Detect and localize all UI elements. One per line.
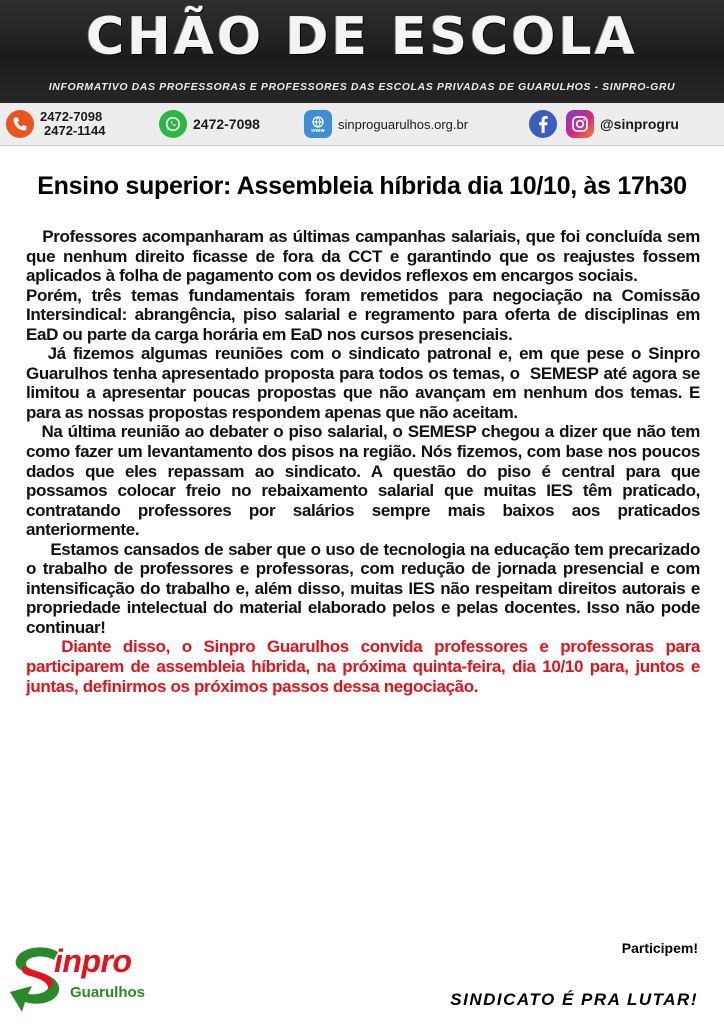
website-url: sinproguarulhos.org.br — [338, 116, 469, 132]
contact-whatsapp[interactable] — [159, 103, 260, 145]
paragraph-3: Já fizemos algumas reuniões com o sindicato patronal e, em que pese o Sinpro Guarulhos tenha apresentado proposta para todos os temas, o SEMESP até agora se limitou a apresentar poucas propostas que não avançam em nenhum dos temas. E para as nossas propostas respondem apenas que não aceitam. — [26, 344, 705, 422]
masthead-title: CHÃO DE ESCOLA — [86, 7, 638, 67]
whatsapp-icon — [159, 110, 187, 138]
phone-number-1: 2472-7098 — [40, 109, 103, 124]
masthead — [0, 0, 724, 103]
web-icon — [304, 110, 332, 138]
paragraph-5: Estamos cansados de saber que o uso de tecnologia na educação tem precarizado o trabalho de professores e professoras, com redução de jornada presencial e com intensificação do trabalho e, além disso, muitas IES não respeitam direitos autorais e propriedade intelectual do material elaborado pelos e pelas docentes. Isso não pode continuar! — [26, 539, 705, 637]
masthead-subtitle: INFORMATIVO DAS PROFESSORAS E PROFESSORES DAS ESCOLAS PRIVADAS DE GUARULHOS - SINPRO-GRU — [48, 81, 676, 93]
facebook-icon — [529, 110, 557, 138]
svg-text:www: www — [311, 128, 325, 133]
article-headline: Ensino superior: Assembleia híbrida dia 10/10, às 17h30 — [37, 172, 687, 200]
logo-city: Guarulhos — [70, 984, 146, 1001]
contact-phone[interactable] — [6, 103, 105, 145]
phone-number-2: 2472-1144 — [44, 123, 106, 138]
article-body — [26, 227, 705, 696]
contact-strip — [0, 103, 724, 146]
phone-icon — [6, 110, 34, 138]
paragraph-4: Na última reunião ao debater o piso salarial, o SEMESP chegou a dizer que não tem como fazer um levantamento dos pisos na região. Nós fizemos, com base nos poucos dados que eles repassam ao sindicato. A questão do piso é central para que possamos colocar freio no rebaixamento salarial que muitas IES têm praticado, contratando professores por salários sempre mais baixos aos praticados anteriormente. — [26, 422, 705, 540]
slogan: SINDICATO É PRA LUTAR! — [450, 990, 698, 1009]
sinpro-logo — [8, 942, 168, 1018]
social-handle: @sinprogru — [600, 115, 679, 132]
whatsapp-number: 2472-7098 — [193, 115, 260, 132]
contact-website[interactable] — [304, 103, 468, 145]
call-to-action: Diante disso, o Sinpro Guarulhos convida professores e professoras para participarem de assembleia híbrida, na próxima quinta-feira, dia 10/10 para, juntos e juntas, definirmos os próximos passos dessa negociação. — [26, 637, 705, 696]
closing-text: Participem! — [621, 940, 698, 956]
paragraph-2: Porém, três temas fundamentais foram remetidos para negociação na Comissão Intersindical: abrangência, piso salarial e regramento para oferta de disciplinas em EaD ou parte da carga horária em EaD nos cursos presenciais. — [26, 285, 700, 344]
instagram-icon — [566, 110, 594, 138]
contact-instagram[interactable] — [566, 103, 679, 145]
logo-name: inpro — [54, 943, 132, 979]
contact-facebook[interactable] — [529, 103, 557, 145]
paragraph-1: Professores acompanharam as últimas campanhas salariais, que foi concluída sem que nenhum direito ficasse de fora da CCT e garantindo que os reajustes fossem aplicados à folha de pagamento com os devidos reflexos em encargos sociais. — [26, 227, 705, 286]
